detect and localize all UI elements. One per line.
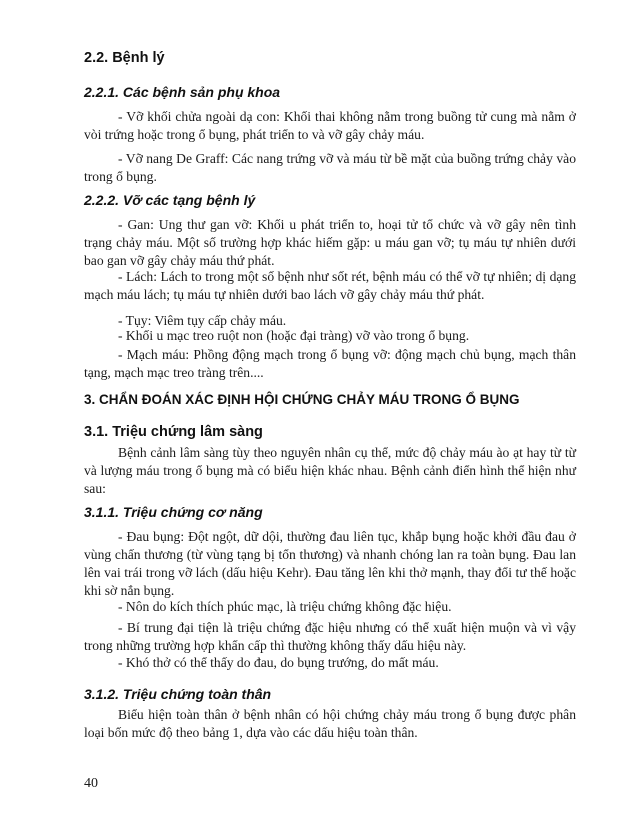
heading-3-1-2: 3.1.2. Triệu chứng toàn thân (84, 686, 272, 702)
paragraph: - Bí trung đại tiện là triệu chứng đặc hiệu nhưng có thể xuất hiện muộn và vì vậy trong những trường hợp khẩn cấp thì thường không thấy dấu hiệu này. (84, 620, 576, 653)
paragraph: - Vỡ nang De Graff: Các nang trứng vỡ và máu từ bề mặt của buồng trứng chảy vào trong ổ bụng. (84, 151, 576, 184)
paragraph: - Vỡ khối chửa ngoài dạ con: Khối thai không nằm trong buồng tử cung mà nằm ở vòi trứng hoặc trong ổ bụng, phát triển to và vỡ gây chảy máu. (84, 109, 576, 142)
heading-2-2: 2.2. Bệnh lý (84, 50, 165, 66)
paragraph: - Mạch máu: Phồng động mạch trong ổ bụng vỡ: động mạch chủ bụng, mạch thân tạng, mạch mạc treo tràng trên.... (84, 347, 576, 380)
heading-3-1: 3.1. Triệu chứng lâm sàng (84, 424, 263, 440)
heading-3-1-1: 3.1.1. Triệu chứng cơ năng (84, 504, 263, 520)
paragraph: Biểu hiện toàn thân ở bệnh nhân có hội chứng chảy máu trong ổ bụng được phân loại bốn mức độ theo bảng 1, dựa vào các dấu hiệu toàn thân. (84, 707, 576, 740)
heading-3: 3. CHẨN ĐOÁN XÁC ĐỊNH HỘI CHỨNG CHẢY MÁU TRONG Ổ BỤNG (84, 392, 520, 407)
paragraph: Bệnh cảnh lâm sàng tùy theo nguyên nhân cụ thể, mức độ chảy máu ào ạt hay từ từ và lượng máu trong ổ bụng mà có biểu hiện khác nhau. Bệnh cảnh điển hình thể hiện như sau: (84, 445, 576, 496)
paragraph: - Khó thở có thể thấy do đau, do bụng trướng, do mất máu. (118, 655, 439, 670)
paragraph: - Gan: Ung thư gan vỡ: Khối u phát triển to, hoại tử tổ chức và vỡ gây nên tình trạng chảy máu. Một số trường hợp khác hiếm gặp: u máu gan vỡ; tụ máu tự nhiên dưới bao gan vỡ gây chảy máu thứ phát. (84, 217, 576, 268)
paragraph: - Đau bụng: Đột ngột, dữ dội, thường đau liên tục, khắp bụng hoặc khởi đầu đau ở vùng chấn thương (từ vùng tạng bị tổn thương) và nhanh chóng lan ra toàn bụng. Đau lan lên vai trái trong vỡ lách (dấu hiệu Kehr). Đau tăng lên khi thở mạnh, thay đổi tư thế hoặc khi sờ nắn bụng. (84, 529, 576, 598)
heading-2-2-1: 2.2.1. Các bệnh sản phụ khoa (84, 84, 281, 100)
paragraph: - Nôn do kích thích phúc mạc, là triệu chứng không đặc hiệu. (118, 599, 452, 614)
paragraph: - Khối u mạc treo ruột non (hoặc đại tràng) vỡ vào trong ổ bụng. (118, 328, 470, 343)
page-number: 40 (84, 776, 98, 791)
paragraph: - Lách: Lách to trong một số bệnh như sốt rét, bệnh máu có thể vỡ tự nhiên; dị dạng mạch máu lách; tụ máu tự nhiên dưới bao lách vỡ gây chảy máu thứ phát. (84, 269, 576, 302)
paragraph: - Tụy: Viêm tụy cấp chảy máu. (118, 313, 287, 328)
heading-2-2-2: 2.2.2. Vỡ các tạng bệnh lý (84, 192, 256, 208)
